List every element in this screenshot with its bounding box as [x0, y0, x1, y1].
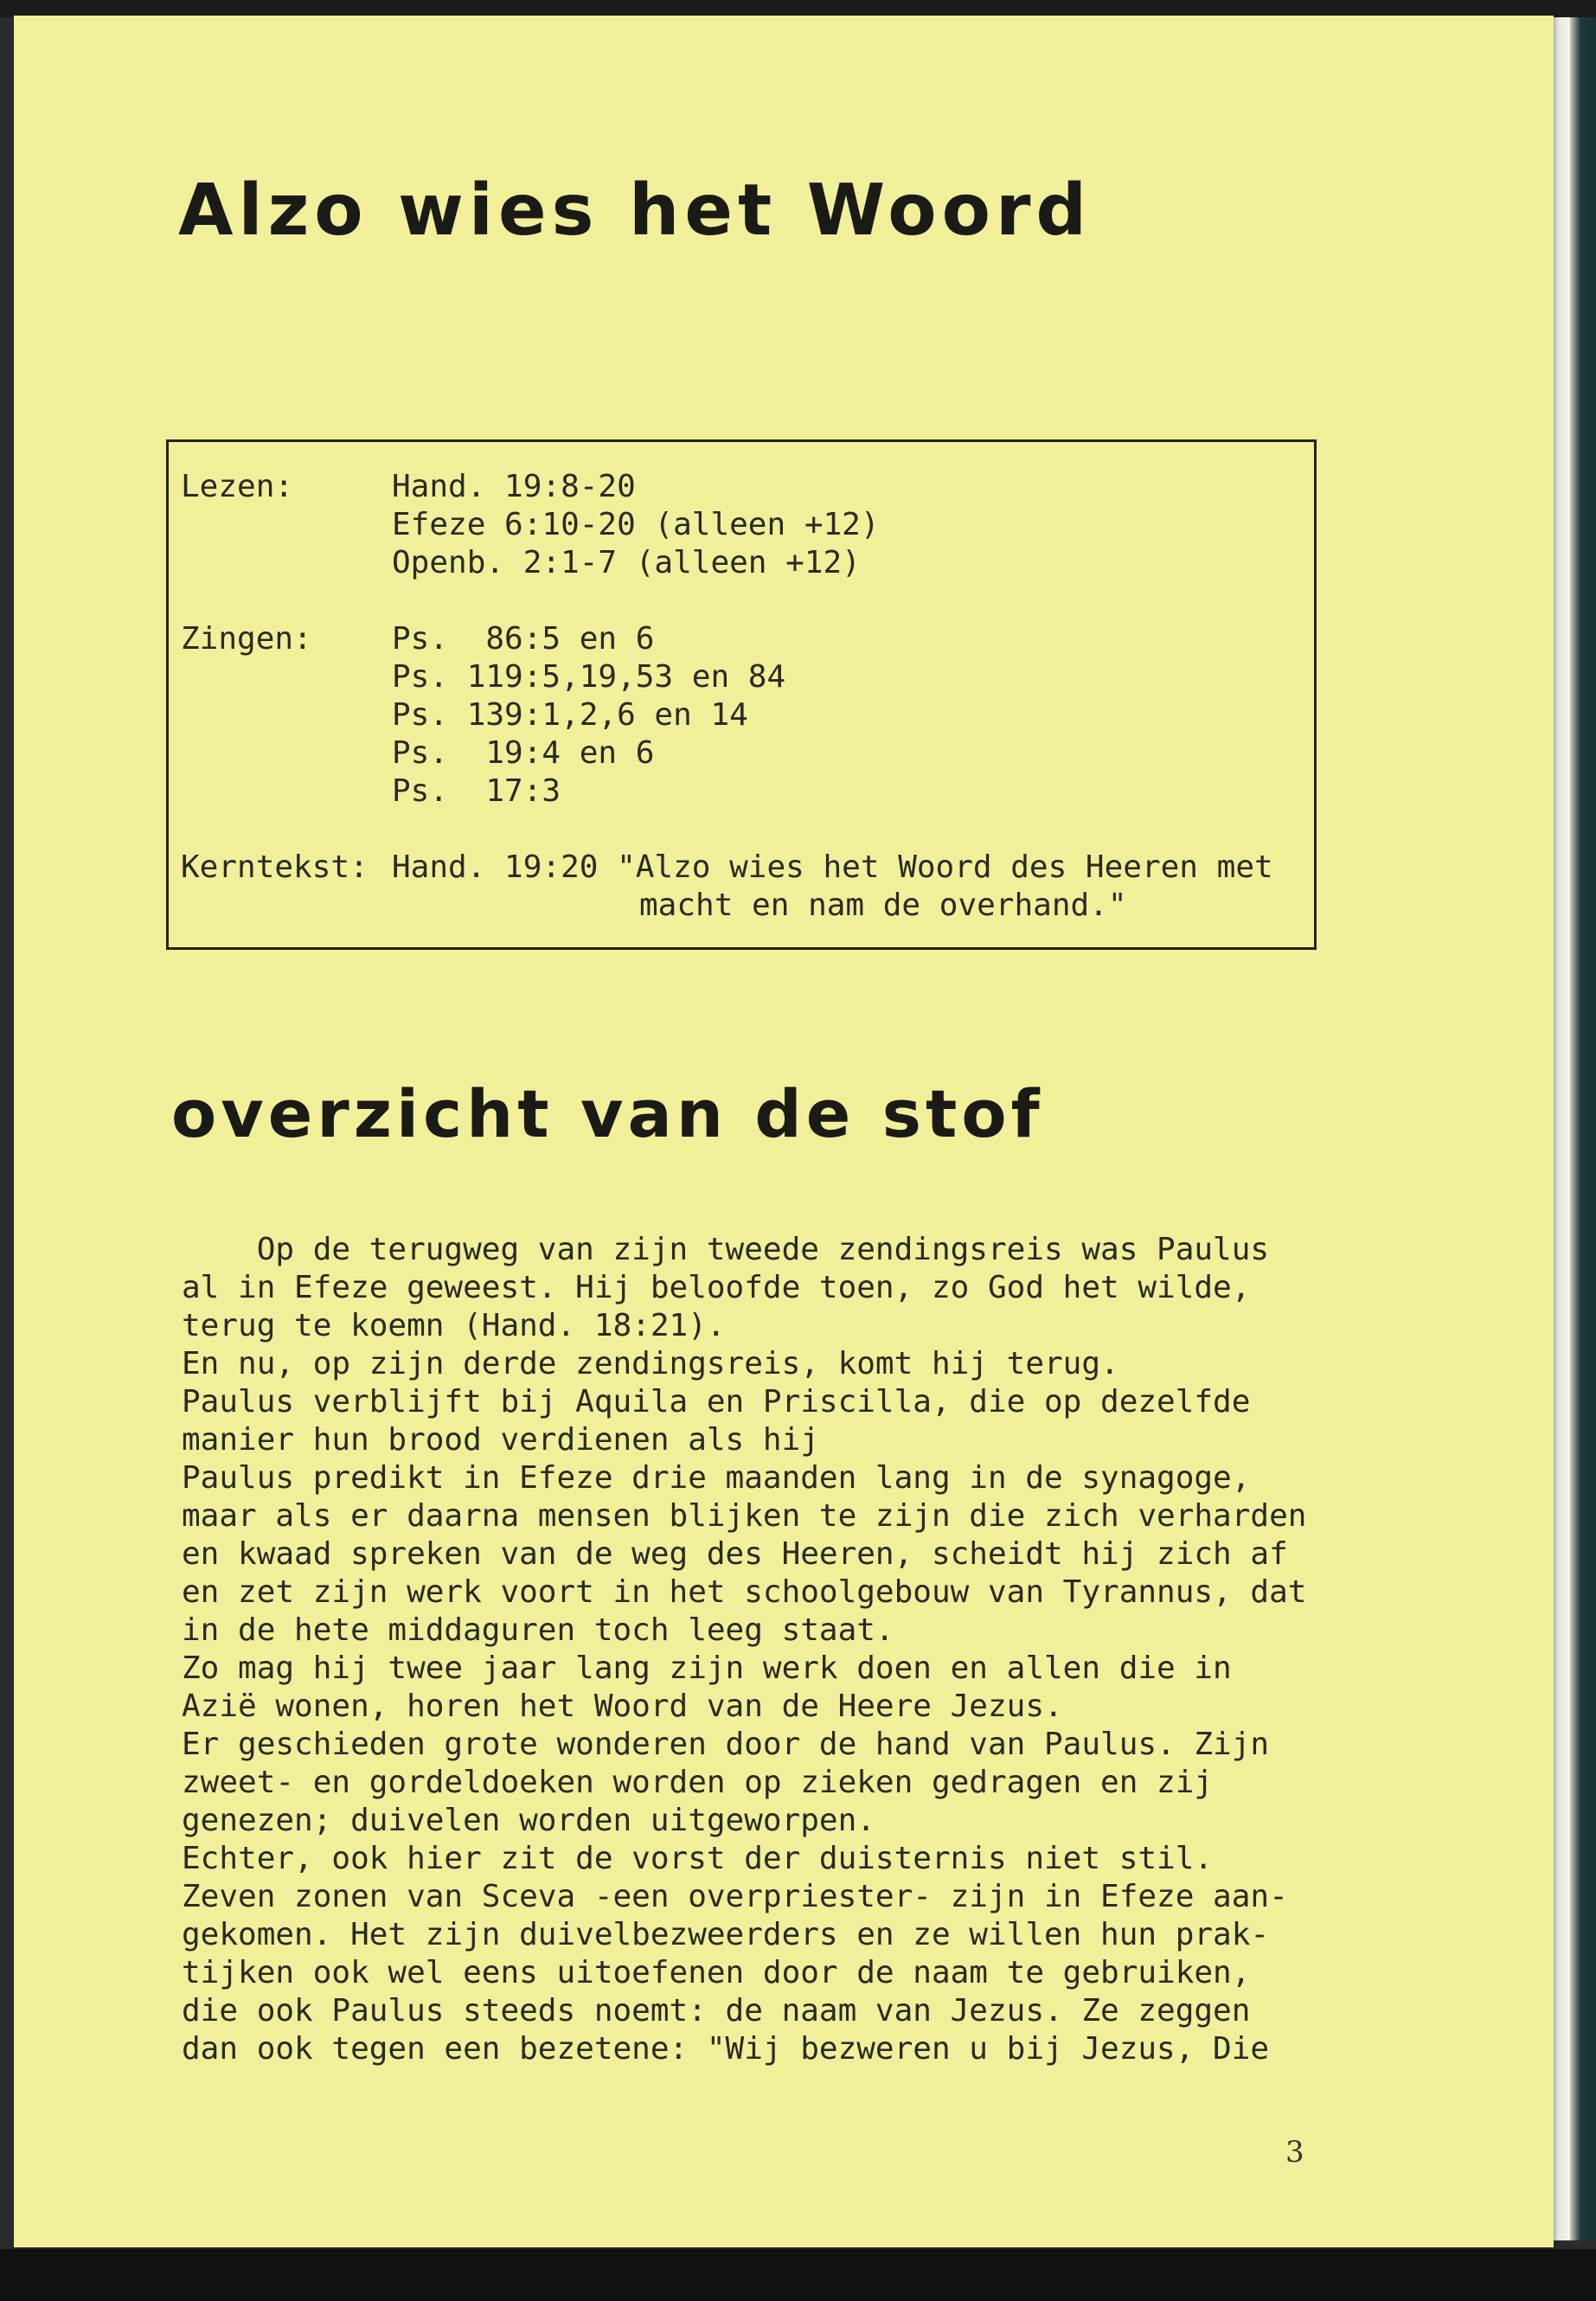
lezen-label: Lezen: [181, 469, 294, 504]
scan-top-edge [0, 0, 1596, 17]
page-title: Alzo wies het Woord [178, 170, 1093, 252]
body-line: Paulus predikt in Efeze drie maanden lang in de synagoge, [182, 1460, 1251, 1496]
section-heading: overzicht van de stof [171, 1075, 1044, 1152]
kerntekst-label: Kerntekst: [181, 849, 369, 885]
body-line: dan ook tegen een bezetene: "Wij bezweren u bij Jezus, Die [182, 2031, 1270, 2067]
scan-bottom-edge [0, 2249, 1596, 2301]
body-line: gekomen. Het zijn duivelbezweerders en ze willen hun prak- [182, 1917, 1270, 1952]
zingen-item: Ps. 139:1,2,6 en 14 [392, 697, 748, 733]
lezen-item: Hand. 19:8-20 [392, 469, 636, 504]
body-line: Er geschieden grote wonderen door de hand van Paulus. Zijn [182, 1727, 1270, 1762]
document-page [14, 16, 1554, 2247]
body-line: Op de terugweg van zijn tweede zendingsreis was Paulus [182, 1232, 1270, 1267]
body-line: Zeven zonen van Sceva -een overpriester- zijn in Efeze aan- [182, 1879, 1288, 1914]
body-line: genezen; duivelen worden uitgeworpen. [182, 1803, 875, 1838]
zingen-item: Ps. 119:5,19,53 en 84 [392, 659, 786, 695]
zingen-label: Zingen: [181, 621, 312, 657]
body-line: tijken ook wel eens uitoefenen door de naam te gebruiken, [182, 1955, 1251, 1990]
kerntekst-line: Hand. 19:20 "Alzo wies het Woord des Heeren met [392, 849, 1273, 885]
body-line: en kwaad spreken van de weg des Heeren, scheidt hij zich af [182, 1536, 1288, 1572]
lezen-item: Efeze 6:10-20 (alleen +12) [392, 507, 880, 542]
zingen-item: Ps. 19:4 en 6 [392, 735, 655, 771]
zingen-item: Ps. 17:3 [392, 773, 561, 809]
binder-edge [1570, 17, 1596, 2240]
body-line: Paulus verblijft bij Aquila en Priscilla, die op dezelfde [182, 1384, 1251, 1420]
body-line: die ook Paulus steeds noemt: de naam van Jezus. Ze zeggen [182, 1993, 1251, 2029]
body-text [182, 1231, 1306, 2068]
body-line: en zet zijn werk voort in het schoolgebouw van Tyrannus, dat [182, 1574, 1307, 1610]
body-line: in de hete middaguren toch leeg staat. [182, 1612, 894, 1648]
body-line: maar als er daarna mensen blijken te zijn die zich verharden [182, 1498, 1307, 1534]
body-line: Zo mag hij twee jaar lang zijn werk doen en allen die in [182, 1650, 1232, 1686]
lezen-item: Openb. 2:1-7 (alleen +12) [392, 545, 861, 580]
reading-box [166, 439, 1317, 950]
body-line: manier hun brood verdienen als hij [182, 1422, 819, 1458]
body-line: Echter, ook hier zit de vorst der duisternis niet stil. [182, 1841, 1214, 1876]
body-line: al in Efeze geweest. Hij beloofde toen, zo God het wilde, [182, 1270, 1251, 1305]
body-line: En nu, op zijn derde zendingsreis, komt hij terug. [182, 1346, 1119, 1381]
body-line: zweet- en gordeldoeken worden op zieken gedragen en zij [182, 1765, 1214, 1800]
page-number: 3 [1285, 2135, 1304, 2170]
kerntekst-line: macht en nam de overhand." [639, 888, 1127, 923]
body-line: Azië wonen, horen het Woord van de Heere Jezus. [182, 1689, 1063, 1724]
body-line: terug te koemn (Hand. 18:21). [182, 1308, 726, 1343]
zingen-item: Ps. 86:5 en 6 [392, 621, 655, 657]
